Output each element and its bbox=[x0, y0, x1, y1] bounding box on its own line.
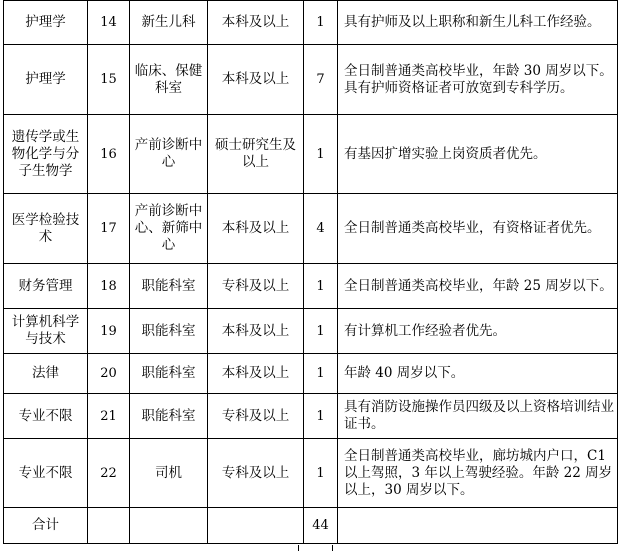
count-cell: 1 bbox=[304, 354, 338, 394]
table-row bbox=[4, 264, 618, 309]
requirement-cell: 全日制普通类高校毕业，年龄 30 周岁以下。具有护师资格证者可放宽到专科学历。 bbox=[338, 45, 618, 115]
edu-cell: 专科及以上 bbox=[208, 394, 304, 439]
requirement-cell: 有计算机工作经验者优先。 bbox=[338, 309, 618, 354]
major-cell: 遗传学或生物化学与分子生物学 bbox=[4, 115, 88, 194]
empty-cell bbox=[130, 508, 208, 544]
table-continuation-stub bbox=[298, 545, 299, 551]
dept-cell: 职能科室 bbox=[130, 354, 208, 394]
seq-cell: 14 bbox=[88, 1, 130, 45]
table-row bbox=[4, 439, 618, 508]
edu-cell: 本科及以上 bbox=[208, 309, 304, 354]
seq-cell: 21 bbox=[88, 394, 130, 439]
count-cell: 1 bbox=[304, 1, 338, 45]
requirement-cell: 年龄 40 周岁以下。 bbox=[338, 354, 618, 394]
requirement-cell: 有基因扩增实验上岗资质者优先。 bbox=[338, 115, 618, 194]
count-cell: 7 bbox=[304, 45, 338, 115]
total-label: 合计 bbox=[4, 508, 88, 544]
count-cell: 1 bbox=[304, 394, 338, 439]
edu-cell: 本科及以上 bbox=[208, 45, 304, 115]
dept-cell: 产前诊断中心、新筛中心 bbox=[130, 194, 208, 264]
major-cell: 医学检验技术 bbox=[4, 194, 88, 264]
dept-cell: 职能科室 bbox=[130, 394, 208, 439]
requirement-cell: 具有消防设施操作员四级及以上资格培训结业证书。 bbox=[338, 394, 618, 439]
table-row bbox=[4, 354, 618, 394]
major-cell: 专业不限 bbox=[4, 439, 88, 508]
edu-cell: 本科及以上 bbox=[208, 354, 304, 394]
empty-cell bbox=[208, 508, 304, 544]
table-row bbox=[4, 309, 618, 354]
major-cell: 护理学 bbox=[4, 1, 88, 45]
edu-cell: 本科及以上 bbox=[208, 194, 304, 264]
table-row bbox=[4, 194, 618, 264]
seq-cell: 19 bbox=[88, 309, 130, 354]
seq-cell: 18 bbox=[88, 264, 130, 309]
seq-cell: 22 bbox=[88, 439, 130, 508]
requirement-cell: 全日制普通类高校毕业，年龄 25 周岁以下。 bbox=[338, 264, 618, 309]
requirement-cell: 全日制普通类高校毕业，有资格证者优先。 bbox=[338, 194, 618, 264]
table-row bbox=[4, 45, 618, 115]
seq-cell: 15 bbox=[88, 45, 130, 115]
dept-cell: 司机 bbox=[130, 439, 208, 508]
count-cell: 1 bbox=[304, 309, 338, 354]
edu-cell: 本科及以上 bbox=[208, 1, 304, 45]
count-cell: 1 bbox=[304, 439, 338, 508]
seq-cell: 17 bbox=[88, 194, 130, 264]
dept-cell: 产前诊断中心 bbox=[130, 115, 208, 194]
dept-cell: 职能科室 bbox=[130, 309, 208, 354]
dept-cell: 临床、保健科室 bbox=[130, 45, 208, 115]
major-cell: 财务管理 bbox=[4, 264, 88, 309]
total-count: 44 bbox=[304, 508, 338, 544]
empty-cell bbox=[88, 508, 130, 544]
table-row bbox=[4, 394, 618, 439]
edu-cell: 专科及以上 bbox=[208, 439, 304, 508]
recruitment-table bbox=[3, 0, 618, 544]
major-cell: 计算机科学与技术 bbox=[4, 309, 88, 354]
dept-cell: 新生儿科 bbox=[130, 1, 208, 45]
seq-cell: 20 bbox=[88, 354, 130, 394]
count-cell: 1 bbox=[304, 115, 338, 194]
seq-cell: 16 bbox=[88, 115, 130, 194]
table-continuation-stub bbox=[332, 545, 333, 551]
table-row bbox=[4, 115, 618, 194]
requirement-cell: 全日制普通类高校毕业，廊坊城内户口，C1 以上驾照，3 年以上驾驶经验。年龄 22 周岁以上，30 周岁以下。 bbox=[338, 439, 618, 508]
dept-cell: 职能科室 bbox=[130, 264, 208, 309]
count-cell: 4 bbox=[304, 194, 338, 264]
count-cell: 1 bbox=[304, 264, 338, 309]
total-row bbox=[4, 508, 618, 544]
major-cell: 专业不限 bbox=[4, 394, 88, 439]
major-cell: 法律 bbox=[4, 354, 88, 394]
edu-cell: 专科及以上 bbox=[208, 264, 304, 309]
edu-cell: 硕士研究生及以上 bbox=[208, 115, 304, 194]
empty-cell bbox=[338, 508, 618, 544]
major-cell: 护理学 bbox=[4, 45, 88, 115]
table-row bbox=[4, 1, 618, 45]
requirement-cell: 具有护师及以上职称和新生儿科工作经验。 bbox=[338, 1, 618, 45]
